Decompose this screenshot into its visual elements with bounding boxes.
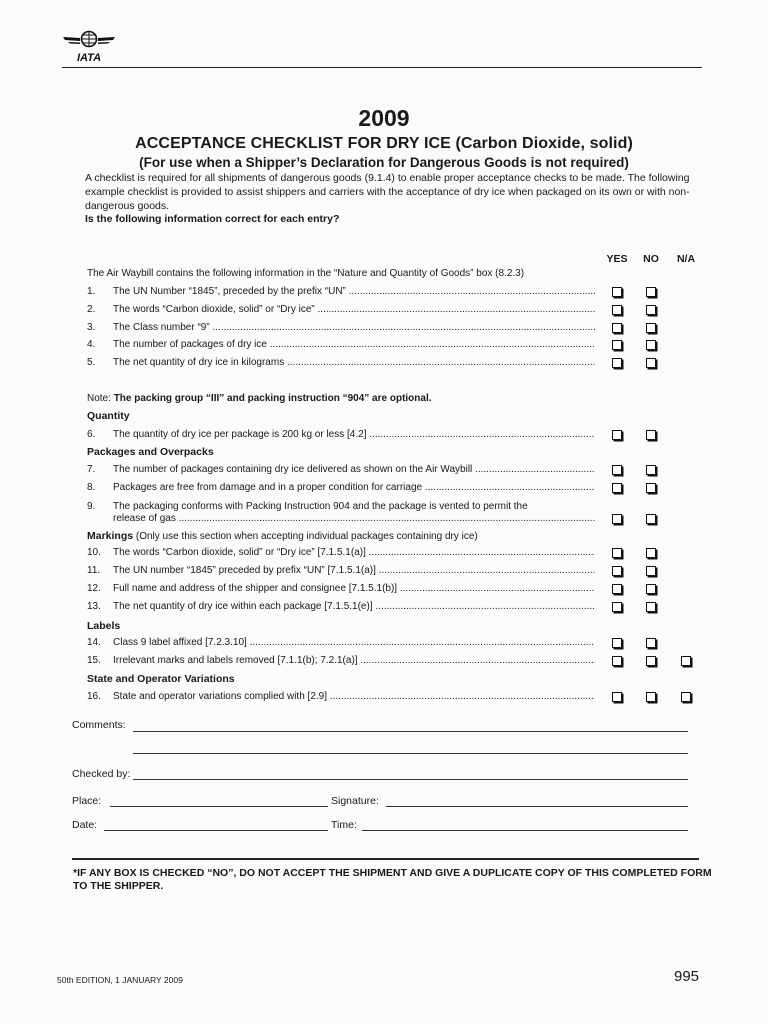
checklist-item <box>85 564 685 578</box>
checkbox-yes-4[interactable] <box>612 340 622 350</box>
checkbox-yes-12[interactable] <box>612 584 622 594</box>
note-prefix: Note: <box>87 393 114 404</box>
item-label: The packaging conforms with Packing Instruction 904 and the package is vented to permit the <box>113 501 528 512</box>
checkbox-yes-8[interactable] <box>612 483 622 493</box>
item-number: 8. <box>87 482 96 493</box>
checkbox-yes-1[interactable] <box>612 287 622 297</box>
checklist-item <box>85 321 685 335</box>
place-field[interactable] <box>110 806 328 807</box>
item-number: 3. <box>87 322 96 333</box>
item-label: The number of packages containing dry ice delivered as shown on the Air Waybill ..... <box>113 463 595 477</box>
checklist-item <box>85 428 685 442</box>
checkbox-no-5[interactable] <box>646 358 656 368</box>
checkbox-no-1[interactable] <box>646 287 656 297</box>
checkbox-yes-9[interactable] <box>612 514 622 524</box>
checkbox-yes-2[interactable] <box>612 305 622 315</box>
item-number: 6. <box>87 429 96 440</box>
warning-text: *IF ANY BOX IS CHECKED “NO”, DO NOT ACCEPT THE SHIPMENT AND GIVE A DUPLICATE COPY OF THIS COMPLETED FORM TO THE SHIPPER. <box>73 867 712 892</box>
item-number: 10. <box>87 547 101 558</box>
item-number: 11. <box>87 565 101 576</box>
date-field[interactable] <box>104 830 328 831</box>
checklist-item <box>85 356 685 370</box>
item-label: The number of packages of dry ice ..... <box>113 338 595 352</box>
iata-logo <box>62 28 116 64</box>
section-heading-quantity: Quantity <box>87 410 130 422</box>
document-subtitle: (For use when a Shipper’s Declaration for Dangerous Goods is not required) <box>139 155 629 170</box>
item-number: 12. <box>87 583 101 594</box>
intro-paragraph: A checklist is required for all shipments of dangerous goods (9.1.4) to enable proper acceptance checks to be made. The following example checklist is provided to assist shippers and carriers with the acceptance of dry ice when packaged on its own or with non-dangerous goods. <box>85 172 690 212</box>
checklist-item <box>85 481 685 495</box>
checklist-item <box>85 654 685 668</box>
section-heading-markings <box>87 530 478 543</box>
checked-by-label: Checked by: <box>72 768 131 780</box>
time-label: Time: <box>331 819 357 831</box>
checklist-item <box>85 338 685 352</box>
item-number: 14. <box>87 637 101 648</box>
checkbox-na-15[interactable] <box>681 656 691 666</box>
signature-field[interactable] <box>386 806 688 807</box>
checkbox-yes-6[interactable] <box>612 430 622 440</box>
item-label: The words “Carbon dioxide, solid” or “Dry ice” [7.1.5.1(a)] ..... <box>113 546 595 560</box>
page-number: 995 <box>674 968 700 985</box>
markings-title: Markings <box>87 530 134 542</box>
checkbox-no-16[interactable] <box>646 692 656 702</box>
checklist-item <box>85 582 685 596</box>
checkbox-no-6[interactable] <box>646 430 656 440</box>
item-label: The quantity of dry ice per package is 200 kg or less [4.2] ..... <box>113 428 595 442</box>
checkbox-no-12[interactable] <box>646 584 656 594</box>
checkbox-yes-14[interactable] <box>612 638 622 648</box>
checkbox-no-10[interactable] <box>646 548 656 558</box>
warning-rule <box>72 858 699 860</box>
item-label: The words “Carbon dioxide, solid” or “Dry ice” ..... <box>113 303 595 317</box>
header-rule <box>62 67 702 68</box>
checkbox-yes-15[interactable] <box>612 656 622 666</box>
item-number: 1. <box>87 286 96 297</box>
checklist-item <box>85 463 685 477</box>
item-label: The UN number “1845” preceded by prefix “UN” [7.1.5.1(a)] ..... <box>113 564 595 578</box>
markings-note: (Only use this section when accepting individual packages containing dry ice) <box>133 531 478 542</box>
document-title: ACCEPTANCE CHECKLIST FOR DRY ICE (Carbon Dioxide, solid) <box>135 135 633 152</box>
document-year: 2009 <box>358 105 410 131</box>
time-field[interactable] <box>362 830 688 831</box>
checkbox-no-13[interactable] <box>646 602 656 612</box>
item-label: Class 9 label affixed [7.2.3.10] ..... <box>113 636 595 650</box>
item-number: 2. <box>87 304 96 315</box>
checklist-item <box>85 546 685 560</box>
column-header-no: NO <box>643 253 659 265</box>
checkbox-no-14[interactable] <box>646 638 656 648</box>
checkbox-no-15[interactable] <box>646 656 656 666</box>
item-number: 16. <box>87 691 101 702</box>
checklist-item <box>85 600 685 614</box>
checklist-item <box>85 303 685 317</box>
checkbox-yes-3[interactable] <box>612 323 622 333</box>
checkbox-no-11[interactable] <box>646 566 656 576</box>
column-header-yes: YES <box>606 253 628 265</box>
item-number: 4. <box>87 339 96 350</box>
item-label: State and operator variations complied with [2.9] ..... <box>113 690 595 704</box>
item-label-continued: release of gas ..... <box>113 512 595 526</box>
checkbox-yes-10[interactable] <box>612 548 622 558</box>
section-heading-labels: Labels <box>87 620 121 632</box>
section-heading-packages: Packages and Overpacks <box>87 446 214 458</box>
checklist-item-continuation <box>85 512 685 526</box>
checkbox-yes-5[interactable] <box>612 358 622 368</box>
item-number: 13. <box>87 601 101 612</box>
checkbox-yes-11[interactable] <box>612 566 622 576</box>
airwaybill-intro: The Air Waybill contains the following information in the “Nature and Quantity of Goods” box (8.2.3) <box>87 268 525 279</box>
item-label: The UN Number “1845”, preceded by the prefix “UN” ..... <box>113 285 595 299</box>
packing-note <box>87 392 432 405</box>
checklist-item <box>85 285 685 299</box>
checkbox-no-9[interactable] <box>646 514 656 524</box>
item-label: Packages are free from damage and in a proper condition for carriage ..... <box>113 481 595 495</box>
checklist-item <box>85 690 685 704</box>
column-header-na: N/A <box>676 253 696 265</box>
item-number: 7. <box>87 464 96 475</box>
section-heading-variations: State and Operator Variations <box>87 673 235 685</box>
item-label: Full name and address of the shipper and consignee [7.1.5.1(b)] ..... <box>113 582 595 596</box>
checkbox-yes-7[interactable] <box>612 465 622 475</box>
checkbox-no-4[interactable] <box>646 340 656 350</box>
item-label: Irrelevant marks and labels removed [7.1.1(b); 7.2.1(a)] ..... <box>113 654 595 668</box>
checklist-question: Is the following information correct for each entry? <box>85 213 340 225</box>
item-label: The net quantity of dry ice in kilograms ..... <box>113 356 595 370</box>
date-label: Date: <box>72 819 98 831</box>
item-label: The Class number “9” ..... <box>113 321 595 335</box>
comments-field-line-1[interactable] <box>133 731 688 732</box>
checkbox-na-16[interactable] <box>681 692 691 702</box>
checkbox-no-3[interactable] <box>646 323 656 333</box>
comments-label: Comments: <box>72 719 126 731</box>
place-label: Place: <box>72 795 102 807</box>
item-number: 15. <box>87 655 101 666</box>
footer-edition: 50th EDITION, 1 JANUARY 2009 <box>57 975 183 985</box>
signature-label: Signature: <box>331 795 379 807</box>
logo-text: IATA <box>76 52 102 64</box>
checkbox-yes-13[interactable] <box>612 602 622 612</box>
comments-field-line-2[interactable] <box>133 753 688 754</box>
item-label: The net quantity of dry ice within each package [7.1.5.1(e)] ..... <box>113 600 595 614</box>
checkbox-no-7[interactable] <box>646 465 656 475</box>
checked-by-field[interactable] <box>133 779 688 780</box>
note-text: The packing group “III” and packing instruction “904” are optional. <box>113 393 432 404</box>
checkbox-no-8[interactable] <box>646 483 656 493</box>
checkbox-no-2[interactable] <box>646 305 656 315</box>
item-number: 9. <box>87 501 96 512</box>
item-number: 5. <box>87 357 96 368</box>
checklist-item <box>85 636 685 650</box>
checkbox-yes-16[interactable] <box>612 692 622 702</box>
